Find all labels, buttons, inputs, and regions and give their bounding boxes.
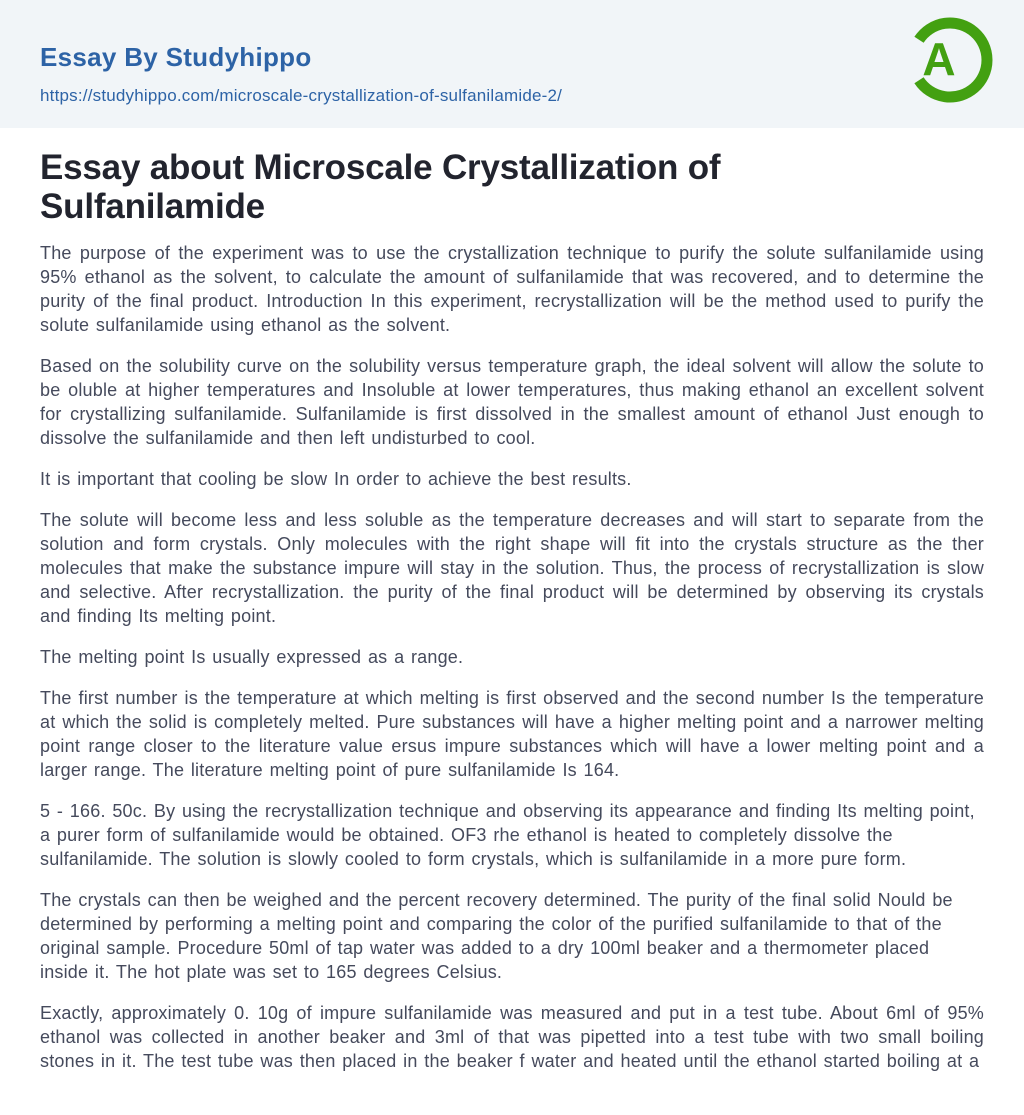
essay-url-link[interactable]: https://studyhippo.com/microscale-crystallization-of-sulfanilamide-2/ <box>40 86 563 105</box>
paragraph: The crystals can then be weighed and the percent recovery determined. The purity of the final solid Nould be determined by performing a melting point and comparing the color of the purified sulfanilamide to that of the original sample. Procedure 50ml of tap water was added to a dry 100ml beaker and a thermometer placed inside it. The hot plate was set to 165 degrees Celsius. <box>40 890 953 982</box>
paragraph: 5 - 166. 50c. By using the recrystallization technique and observing its appearance and finding Its melting point, a purer form of sulfanilamide would be obtained. OF3 rhe ethanol is heated to completely dissolve the sulfanilamide. The solution is slowly cooled to form crystals, which is sulfanilamide in a more pure form. <box>40 801 975 869</box>
studyhippo-logo-icon <box>902 12 998 108</box>
paragraph: Based on the solubility curve on the solubility versus temperature graph, the ideal solvent will allow the solute to be oluble at higher temperatures and Insoluble at lower temperatures, thus making ethanol an excellent solvent for crystallizing sulfanilamide. Sulfanilamide is first dissolved in the smallest amount of ethanol Just enough to dissolve the sulfanilamide and then left undisturbed to cool. <box>40 356 984 448</box>
essay-body <box>40 241 984 1073</box>
paragraph: Exactly, approximately 0. 10g of impure sulfanilamide was measured and put in a test tube. About 6ml of 95% ethanol was collected in another beaker and 3ml of that was pipetted into a test tube with two small boiling stones in it. The test tube was then placed in the beaker f water and heated until the ethanol started boiling at a <box>40 1003 984 1071</box>
brand-link[interactable]: Essay By Studyhippo <box>40 42 312 72</box>
paragraph: It is important that cooling be slow In order to achieve the best results. <box>40 469 632 489</box>
essay-title: Essay about Microscale Crystallization of Sulfanilamide <box>40 148 721 226</box>
paragraph: The first number is the temperature at which melting is first observed and the second number Is the temperature at which the solid is completely melted. Pure substances will have a higher melting point and a narrower melting point range closer to the literature value ersus impure substances which will have a lower melting point and a larger range. The literature melting point of pure sulfanilamide Is 164. <box>40 688 984 780</box>
page-header <box>0 0 1024 128</box>
paragraph: The melting point Is usually expressed as a range. <box>40 647 464 667</box>
paragraph: The purpose of the experiment was to use the crystallization technique to purify the solute sulfanilamide using 95% ethanol as the solvent, to calculate the amount of sulfanilamide that was recovered, and to determine the purity of the final product. Introduction In this experiment, recrystallization will be the method used to purify the solute sulfanilamide using ethanol as the solvent. <box>40 243 984 335</box>
paragraph: The solute will become less and less soluble as the temperature decreases and will start to separate from the solution and form crystals. Only molecules with the right shape will fit into the crystals structure as the ther molecules that make the substance impure will stay in the solution. Thus, the process of recrystallization is slow and selective. After recrystallization. the purity of the final product will be determined by observing its crystals and finding Its melting point. <box>40 510 984 626</box>
essay-content <box>0 148 1024 1073</box>
logo-letter: A <box>922 33 956 85</box>
